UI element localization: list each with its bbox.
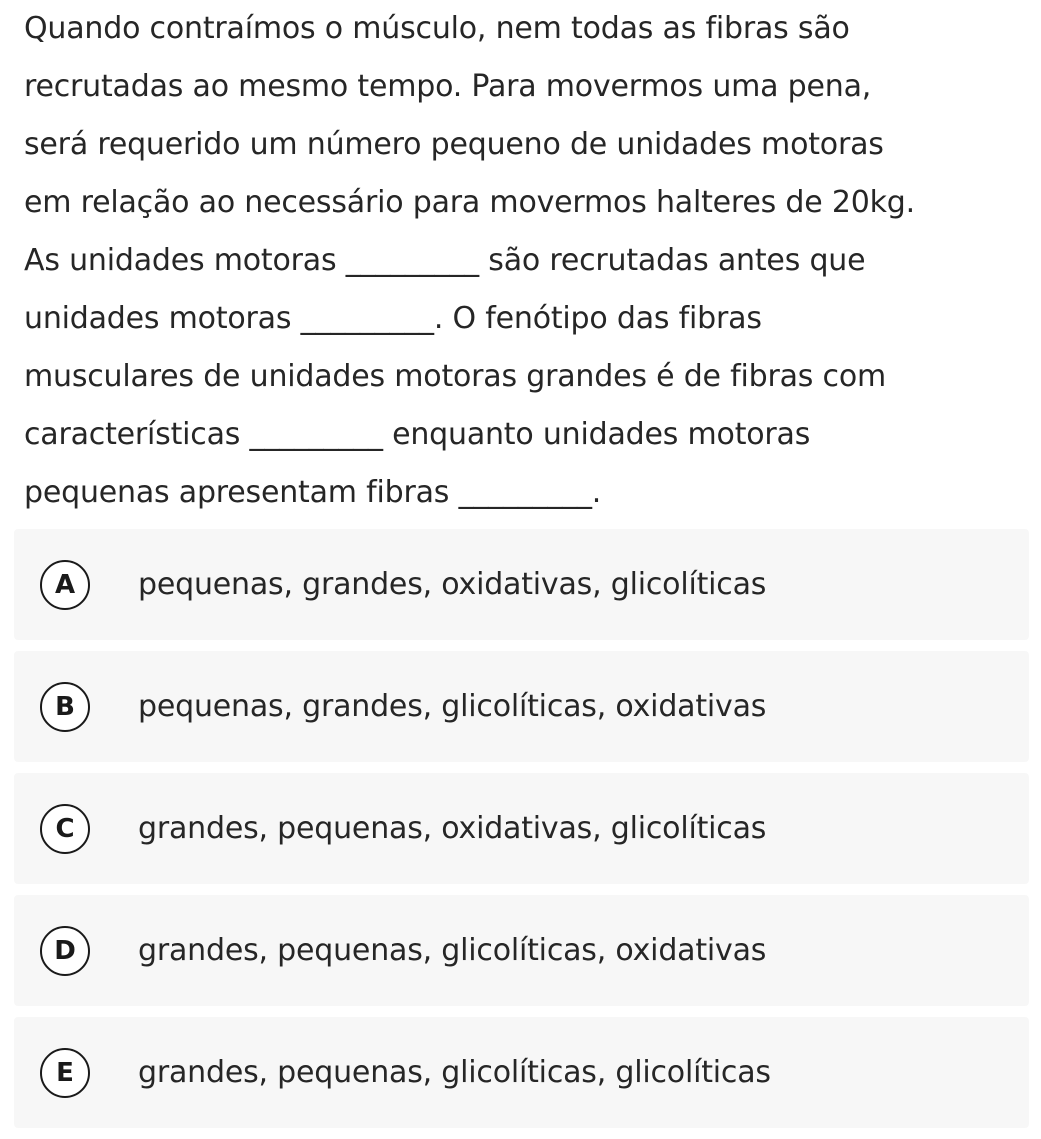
- question-line: As unidades motoras _________ são recrutadas antes que: [24, 243, 866, 278]
- option-text: pequenas, grandes, oxidativas, glicolíticas: [138, 567, 767, 602]
- question-line: Quando contraímos o músculo, nem todas as fibras são: [24, 11, 850, 46]
- option-letter-badge: C: [40, 804, 90, 854]
- option-a[interactable]: [14, 529, 1029, 640]
- question-line: será requerido um número pequeno de unidades motoras: [24, 127, 884, 162]
- question-line: em relação ao necessário para movermos halteres de 20kg.: [24, 185, 915, 220]
- option-e[interactable]: [14, 1017, 1029, 1128]
- option-text: pequenas, grandes, glicolíticas, oxidativas: [138, 689, 767, 724]
- option-d[interactable]: [14, 895, 1029, 1006]
- question-text: [24, 0, 1024, 522]
- option-text: grandes, pequenas, glicolíticas, glicolíticas: [138, 1055, 771, 1090]
- question-line: características _________ enquanto unidades motoras: [24, 417, 811, 452]
- option-letter-badge: E: [40, 1048, 90, 1098]
- question-line: unidades motoras _________. O fenótipo das fibras: [24, 301, 762, 336]
- option-c[interactable]: [14, 773, 1029, 884]
- question-line: pequenas apresentam fibras _________.: [24, 475, 602, 510]
- answer-options: [14, 529, 1029, 1139]
- option-b[interactable]: [14, 651, 1029, 762]
- question-line: musculares de unidades motoras grandes é de fibras com: [24, 359, 887, 394]
- option-letter-badge: A: [40, 560, 90, 610]
- option-letter-badge: B: [40, 682, 90, 732]
- option-text: grandes, pequenas, glicolíticas, oxidativas: [138, 933, 767, 968]
- option-letter-badge: D: [40, 926, 90, 976]
- question-line: recrutadas ao mesmo tempo. Para movermos uma pena,: [24, 69, 872, 104]
- option-text: grandes, pequenas, oxidativas, glicolíticas: [138, 811, 767, 846]
